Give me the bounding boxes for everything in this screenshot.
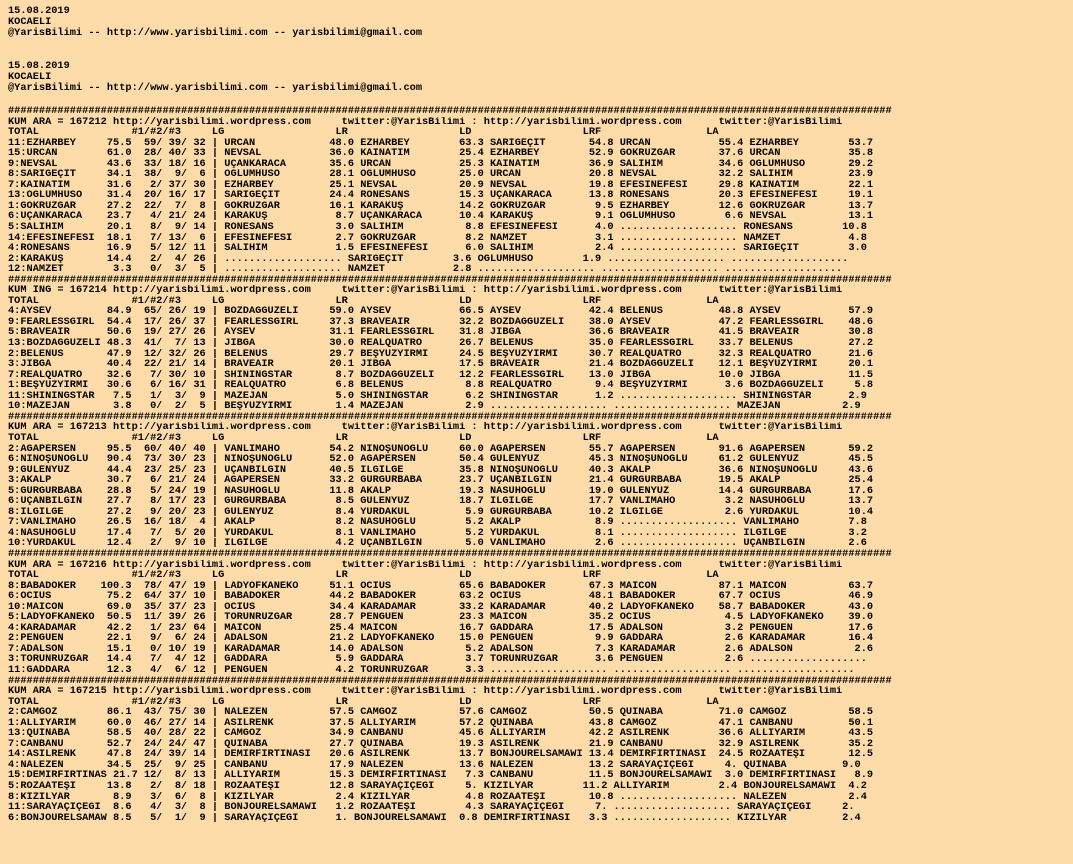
column-header-line: TOTAL #1/#2/#3 LG LR LD LRF LA: [8, 432, 719, 444]
result-row: 11:SARAYAÇİÇEĞİ 8.6 4/ 3/ 8 | BONJOURELSAMAWİ 1.2 ROZAATEŞİ 4.3 SARAYAÇİÇEĞİ 7. ................... SARAYAÇİÇEĞİ 2.: [8, 802, 855, 813]
result-row: 1:BEŞYÜZYİRMİ 30.6 6/ 16/ 31 | REALQUATRO 6.8 BELENUS 8.8 REALQUATRO 9.4 BEŞYÜZYİRMİ 3.6 BOZDAĞGÜZELİ 5.8: [8, 380, 874, 391]
column-header-line: TOTAL #1/#2/#3 LG LR LD LRF LA: [8, 295, 719, 307]
result-row: 9:GÜLENYÜZ 44.4 23/ 25/ 23 | UÇANBİLGİN 40.5 İLGİLGE 35.8 NİNOŞUNOĞLU 40.3 AKALP 36.6 NİNOŞUNOĞLU 43.6: [8, 464, 874, 476]
result-row: 7:REALQUATRO 32.6 7/ 30/ 10 | SHININGSTAR 8.7 BOZDAĞGÜZELİ 12.2 FEARLESSGIRL 13.0 JIBGA 10.0 JIBGA 11.5: [8, 369, 874, 381]
result-row: 5:LADYOFKANEKO 50.5 11/ 39/ 26 | TORUNRÜZGAR 28.7 PENGUEN 23.3 MAICON 35.2 OCIUS 4.5 LADYOFKANEKO 39.0: [8, 612, 874, 623]
column-header-line: TOTAL #1/#2/#3 LG LR LD LRF LA: [8, 127, 719, 138]
result-row: 6:UÇANKARACA 23.7 4/ 21/ 24 | KARAKUŞ 8.7 UÇANKARACA 10.4 KARAKUŞ 9.1 OGLUMHÜSO 6.6 NEVSAL 13.1: [8, 211, 874, 223]
date-line: 15.08.2019: [8, 60, 70, 72]
result-row: 14:ASILRENK 47.8 24/ 39/ 14 | DEMİRFIRTINASI 20.6 ASILRENK 13.7 BONJOURELSAMAWİ 13.4 DEMİRFIRTINASI 24.5 ROZAATEŞİ 12.5: [8, 749, 874, 760]
city-line: KOCAELI: [8, 16, 52, 28]
race-header-line: KUM ARA = 167216 http://yarisbilimi.wordpress.com twitter:@YarisBilimi : http://yarisbilimi.wordpress.com twitter:@YarisBilimi: [8, 559, 843, 571]
separator-line: ###############################################################################################################################################: [8, 548, 892, 560]
result-row: 7:VANLIMAHO 26.5 16/ 18/ 4 | AKALP 8.2 NASUHOĞLU 5.2 AKALP 8.9 ................... VANLIMAHO 7.8: [8, 517, 867, 528]
result-row: 15:ÜRCAN 61.0 28/ 40/ 33 | NEVSAL 36.0 KAINATIM 25.4 EZHARBEY 52.9 GÖKRÜZGAR 37.6 ÜRCAN 35.8: [8, 148, 874, 159]
race-header-line: KUM ING = 167214 http://yarisbilimi.wordpress.com twitter:@YarisBilimi : http://yarisbilimi.wordpress.com twitter:@YarisBilimi: [8, 285, 843, 296]
result-row: 15:DEMİRFIRTINAS 21.7 12/ 8/ 13 | ALLIYARİM 15.3 DEMİRFIRTINASI 7.3 CANBANU 11.5 BONJOURELSAMAWİ 3.0 DEMİRFIRTINASI 8.9: [8, 770, 874, 781]
result-row: 6:UÇANBİLGİN 27.7 8/ 17/ 23 | GURGURBABA 8.5 GÜLENYÜZ 18.7 İLGİLGE 17.7 VANLIMAHO 3.2 NASUHOĞLU 13.7: [8, 496, 874, 507]
result-row: 3:TORUNRÜZGAR 14.4 7/ 4/ 12 | GADDARA 5.9 GADDARA 3.7 TORUNRÜZGAR 3.6 PENGUEN 2.6 ...................: [8, 654, 867, 665]
result-row: 13:QUINABA 58.5 40/ 28/ 22 | CAMGÖZ 34.9 CANBANU 45.6 ALLIYARİM 42.2 ASILRENK 36.6 ALLIYARİM 43.5: [8, 728, 874, 739]
header-block: [8, 6, 1073, 39]
result-row: 11:EZHARBEY 75.5 59/ 39/ 32 | ÜRCAN 48.0 EZHARBEY 63.3 SARIGEÇİT 54.8 ÜRCAN 55.4 EZHARBEY 53.7: [8, 137, 874, 149]
separator-line: ###############################################################################################################################################: [8, 274, 892, 286]
result-row: 8:BABADÖKER 100.3 78/ 47/ 19 | LADYOFKANEKO 51.1 OCIUS 65.6 BABADÖKER 67.3 MAICON 87.1 MAICON 63.7: [8, 580, 874, 592]
result-row: 13:OGLUMHÜSO 31.4 20/ 16/ 17 | SARIGEÇİT 24.4 RONESANS 15.3 UÇANKARACA 13.8 RONESANS 20.3 EFESİNEFESİ 19.1: [8, 190, 874, 201]
result-row: 2:PENGUEN 22.1 9/ 6/ 24 | ADALSON 21.2 LADYOFKANEKO 15.0 PENGUEN 9.9 GADDARA 2.6 KARADAMAR 16.4: [8, 633, 874, 644]
result-row: 9:NEVSAL 43.6 33/ 18/ 16 | UÇANKARACA 35.6 ÜRCAN 25.3 KAINATIM 36.9 SALİHİM 34.6 OGLUMHÜSO 29.2: [8, 158, 874, 170]
race-header-line: KUM ARA = 167213 http://yarisbilimi.wordpress.com twitter:@YarisBilimi : http://yarisbilimi.wordpress.com twitter:@YarisBilimi: [8, 422, 843, 433]
city-line: KOCAELI: [8, 71, 52, 83]
separator-line: ###############################################################################################################################################: [8, 675, 892, 687]
result-row: 14:EFESİNEFESİ 18.1 7/ 13/ 6 | EFESİNEFESİ 2.7 GÖKRÜZGAR 8.2 NAMZET 3.1 ................... NAMZET 4.8: [8, 232, 867, 244]
column-header-line: TOTAL #1/#2/#3 LG LR LD LRF LA: [8, 696, 719, 708]
result-row: 4:NALEZEN 34.5 25/ 9/ 25 | CANBANU 17.9 NALEZEN 13.6 NALEZEN 13.2 SARAYAÇİÇEĞİ 4. QUINABA 9.0: [8, 759, 861, 771]
result-row: 11:SHININGSTAR 7.5 1/ 3/ 9 | MAZEJAN 5.0 SHININGSTAR 6.2 SHININGSTAR 1.2 ................... SHININGSTAR 2.9: [8, 390, 867, 402]
result-row: 4:RONESANS 16.9 5/ 12/ 11 | SALİHİM 1.5 EFESİNEFESİ 6.0 SALİHİM 2.4 ................... SARIGEÇİT 3.0: [8, 243, 867, 254]
result-row: 5:GURGURBABA 28.8 5/ 24/ 19 | NASUHOĞLU 11.8 AKALP 19.3 NASUHOĞLU 19.0 GÜLENYÜZ 14.4 GURGURBABA 17.6: [8, 485, 874, 497]
result-row: 8:İLGİLGE 27.2 9/ 20/ 23 | GÜLENYÜZ 8.4 YURDAKUL 5.9 GURGURBABA 10.2 İLGİLGE 2.6 YURDAKUL 10.4: [8, 506, 874, 518]
separator-line: ###############################################################################################################################################: [8, 411, 892, 423]
result-row: 6:NİNOŞUNOĞLU 90.4 73/ 30/ 23 | NİNOŞUNOĞLU 52.0 AGAPERSEN 50.4 GÜLENYÜZ 45.3 NİNOŞUNOĞLU 61.2 GÜLENYÜZ 45.5: [8, 454, 874, 465]
result-row: 10:MAZEJAN 3.8 0/ 2/ 5 | BEŞYÜZYİRMİ 1.4 MAZEJAN 2.9 ................... ................... MAZEJAN 2.9: [8, 401, 861, 412]
result-row: 1:GÖKRÜZGAR 27.2 22/ 7/ 8 | GÖKRÜZGAR 16.1 KARAKUŞ 14.2 GÖKRÜZGAR 9.5 EZHARBEY 12.6 GÖKRÜZGAR 13.7: [8, 200, 874, 212]
contact-line: @YarisBilimi -- http://www.yarisbilimi.com -- yarisbilimi@gmail.com: [8, 27, 423, 39]
result-row: 13:BOZDAĞGÜZELİ 48.3 41/ 7/ 13 | JIBGA 30.0 REALQUATRO 26.7 BELENUS 35.0 FEARLESSGIRL 33.7 BELENUS 27.2: [8, 338, 874, 349]
result-row: 2:KARAKUŞ 14.4 2/ 4/ 26 | ................... SARIGEÇİT 3.6 OGLUMHÜSO 1.9 ................... ...................: [8, 253, 849, 265]
result-row: 4:AYSEV 84.9 65/ 26/ 19 | BOZDAĞGÜZELİ 59.0 AYSEV 66.5 AYSEV 42.4 BELENUS 48.8 AYSEV 57.9: [8, 306, 874, 317]
separator-line: ###############################################################################################################################################: [8, 106, 892, 117]
result-row: 2:AGAPERSEN 95.5 60/ 40/ 40 | VANLIMAHO 54.2 NİNOŞUNOĞLU 60.0 AGAPERSEN 55.7 AGAPERSEN 91.6 AGAPERSEN 59.2: [8, 443, 874, 455]
result-row: 5:ROZAATEŞİ 13.8 2/ 8/ 18 | ROZAATEŞİ 12.8 SARAYAÇİÇEĞİ 5. KIZILYAR 11.2 ALLIYARİM 2.4 BONJOURELSAMAWİ 4.2: [8, 781, 867, 792]
race-report-table: [8, 106, 1073, 823]
result-row: 2:CAMGÖZ 86.1 43/ 75/ 30 | NALEZEN 57.5 CAMGÖZ 57.6 CAMGÖZ 50.5 QUINABA 71.0 CAMGÖZ 58.5: [8, 707, 874, 718]
result-row: 11:GADDARA 12.3 4/ 6/ 12 | PENGUEN 4.2 TORUNRÜZGAR 3.3 ................... ................... ...................: [8, 664, 855, 676]
race-header-line: KUM ARA = 167215 http://yarisbilimi.wordpress.com twitter:@YarisBilimi : http://yarisbilimi.wordpress.com twitter:@YarisBilimi: [8, 686, 843, 697]
result-row: 4:KARADAMAR 42.2 1/ 23/ 64 | MAICON 25.4 MAICON 16.7 GADDARA 17.5 ADALSON 3.2 PENGUEN 17.6: [8, 622, 874, 634]
result-row: 8:KIZILYAR 8.9 3/ 6/ 8 | KIZILYAR 2.4 KIZILYAR 4.8 ROZAATEŞİ 10.8 ................... NALEZEN 2.4: [8, 791, 867, 803]
result-row: 5:SALİHİM 20.1 8/ 9/ 14 | RONESANS 3.0 SALİHİM 8.8 EFESİNEFESİ 4.0 ................... RONESANS 10.8: [8, 222, 867, 233]
spacer: [8, 39, 1073, 61]
date-line: 15.08.2019: [8, 5, 70, 17]
result-row: 10:MAICON 69.0 35/ 37/ 23 | OCIUS 34.4 KARADAMAR 33.2 KARADAMAR 40.2 LADYOFKANEKO 58.7 BABADÖKER 43.0: [8, 601, 874, 613]
race-header-line: KUM ARA = 167212 http://yarisbilimi.wordpress.com twitter:@YarisBilimi : http://yarisbilimi.wordpress.com twitter:@YarisBilimi: [8, 116, 843, 128]
result-row: 9:FEARLESSGIRL 54.4 17/ 26/ 37 | FEARLESSGIRL 37.3 BRAVEAIR 32.2 BOZDAĞGÜZELİ 38.0 AYSEV 47.2 FEARLESSGIRL 48.6: [8, 316, 874, 328]
result-row: 3:JIBGA 40.4 22/ 21/ 14 | BRAVEAIR 20.1 JIBGA 17.5 BRAVEAIR 21.4 BOZDAĞGÜZELİ 12.1 BEŞYÜZYİRMİ 20.1: [8, 359, 874, 370]
result-row: 7:ADALSON 15.1 0/ 10/ 19 | KARADAMAR 14.0 ADALSON 5.2 ADALSON 7.3 KARADAMAR 2.6 ADALSON 2.6: [8, 643, 874, 655]
result-row: 7:KAINATIM 31.6 2/ 37/ 30 | EZHARBEY 25.1 NEVSAL 20.9 NEVSAL 19.8 EFESİNEFESİ 29.8 KAINATIM 22.1: [8, 179, 874, 191]
result-row: 12:NAMZET 3.3 0/ 3/ 5 | ................... NAMZET 2.8 ................... ................... ...................: [8, 264, 843, 275]
result-row: 8:SARIGEÇİT 34.1 38/ 9/ 6 | OGLUMHÜSO 28.1 OGLUMHÜSO 25.0 ÜRCAN 20.8 NEVSAL 32.2 SALİHİM 23.9: [8, 169, 874, 180]
result-row: 4:NASUHOĞLU 17.4 7/ 5/ 20 | YURDAKUL 8.1 VANLIMAHO 5.2 YURDAKUL 8.1 ................... İLGİLGE 3.2: [8, 527, 867, 539]
result-row: 5:BRAVEAIR 50.6 19/ 27/ 26 | AYSEV 31.1 FEARLESSGIRL 31.8 JIBGA 36.6 BRAVEAIR 41.5 BRAVEAIR 30.8: [8, 327, 874, 339]
column-header-line: TOTAL #1/#2/#3 LG LR LD LRF LA: [8, 570, 719, 581]
contact-line: @YarisBilimi -- http://www.yarisbilimi.com -- yarisbilimi@gmail.com: [8, 82, 423, 94]
result-row: 2:BELENUS 47.9 12/ 32/ 26 | BELENUS 29.7 BEŞYÜZYİRMİ 24.5 BEŞYÜZYİRMİ 30.7 REALQUATRO 32.3 REALQUATRO 21.6: [8, 348, 874, 360]
result-row: 6:OCIUS 75.2 64/ 37/ 10 | BABADÖKER 44.2 BABADÖKER 63.2 OCIUS 48.1 BABADÖKER 67.7 OCIUS 46.9: [8, 591, 874, 602]
header-block: [8, 61, 1073, 94]
result-row: 3:AKALP 30.7 6/ 21/ 24 | AGAPERSEN 33.2 GURGURBABA 23.7 UÇANBİLGİN 21.4 GURGURBABA 19.5 AKALP 25.4: [8, 475, 874, 486]
result-row: 1:ALLIYARİM 60.0 46/ 27/ 14 | ASILRENK 37.5 ALLIYARİM 57.2 QUINABA 43.8 CAMGÖZ 47.1 CANBANU 50.1: [8, 717, 874, 729]
result-row: 7:CANBANU 52.7 24/ 24/ 47 | QUINABA 27.7 QUINABA 19.3 ASILRENK 21.9 CANBANU 32.9 ASILRENK 35.2: [8, 738, 874, 750]
result-row: 6:BONJOURELSAMAW 8.5 5/ 1/ 9 | SARAYAÇİÇEĞİ 1. BONJOURELSAMAWİ 0.8 DEMİRFIRTINASI 3.3 ................... KIZILYAR 2.4: [8, 812, 861, 824]
result-row: 10:YURDAKUL 12.4 2/ 9/ 10 | İLGİLGE 4.2 UÇANBİLGİN 5.0 VANLIMAHO 2.6 ................... UÇANBİLGİN 2.6: [8, 538, 867, 549]
